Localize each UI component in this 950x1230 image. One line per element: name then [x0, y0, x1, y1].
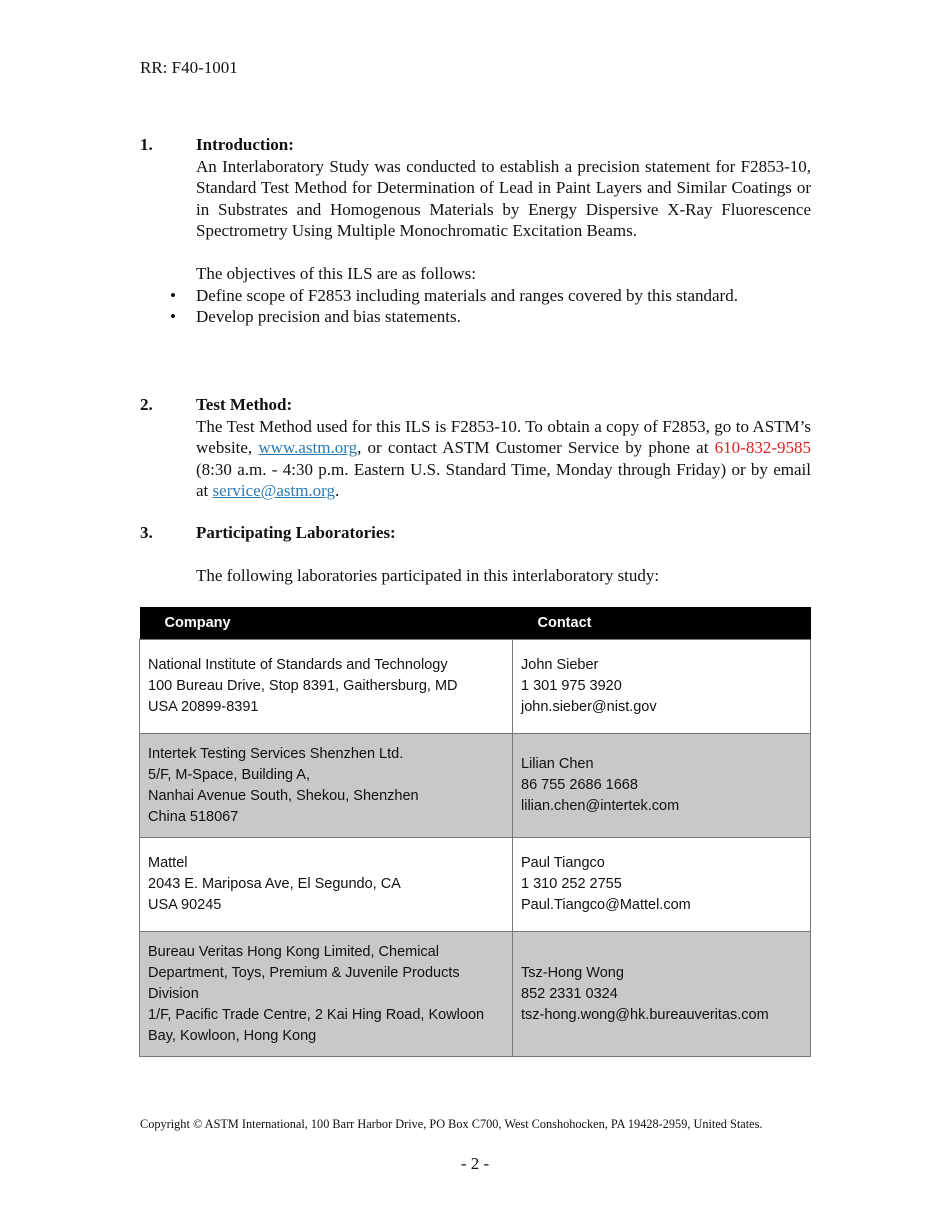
contact-cell [513, 640, 811, 734]
section-title: Introduction: [196, 135, 294, 154]
company-line: Nanhai Avenue South, Shekou, Shenzhen [148, 787, 419, 804]
website-link[interactable]: www.astm.org [258, 438, 358, 457]
company-line: Division [148, 985, 199, 1002]
company-line: Bureau Veritas Hong Kong Limited, Chemical [148, 943, 439, 960]
table-row [140, 838, 811, 932]
company-line: 2043 E. Mariposa Ave, El Segundo, CA [148, 876, 401, 892]
company-line: National Institute of Standards and Technology [148, 657, 448, 673]
document-id: RR: F40-1001 [140, 58, 238, 77]
company-line: 100 Bureau Drive, Stop 8391, Gaithersburg, MD [148, 678, 458, 694]
text-segment: . [335, 481, 340, 500]
laboratories-table [139, 607, 811, 1057]
section-number: 2. [140, 395, 153, 414]
copyright-notice: Copyright © ASTM International, 100 Barr Harbor Drive, PO Box C700, West Conshohocken, PA 19428-2959, United States. [140, 1117, 763, 1131]
company-line: USA 20899-8391 [148, 699, 259, 715]
page-number: - 2 - [460, 1154, 490, 1173]
contact-name: Lilian Chen [521, 756, 594, 772]
contact-name: John Sieber [521, 657, 599, 673]
contact-cell [513, 838, 811, 932]
contact-phone: 1 310 252 2755 [521, 876, 622, 892]
contact-email: lilian.chen@intertek.com [521, 798, 680, 814]
section-title: Test Method: [196, 395, 293, 414]
labs-intro: The following laboratories participated in this interlaboratory study: [196, 566, 660, 585]
table-row [140, 640, 811, 734]
company-line: 1/F, Pacific Trade Centre, 2 Kai Hing Road, Kowloon [148, 1006, 485, 1023]
company-line: Mattel [148, 855, 188, 871]
contact-phone: 86 755 2686 1668 [521, 777, 638, 793]
objectives-intro: The objectives of this ILS are as follows: [196, 264, 476, 283]
company-line: Department, Toys, Premium & Juvenile Products [148, 964, 460, 981]
contact-name: Paul Tiangco [521, 855, 605, 871]
contact-phone: 852 2331 0324 [521, 985, 618, 1002]
objective-text: Define scope of F2853 including materials and ranges covered by this standard. [196, 285, 738, 305]
bullet-icon: • [170, 285, 176, 305]
table-header-row [140, 607, 811, 640]
list-item [140, 285, 811, 307]
company-cell [140, 932, 513, 1057]
bullet-icon: • [170, 307, 176, 326]
table-row [140, 734, 811, 838]
contact-email: Paul.Tiangco@Mattel.com [521, 897, 691, 913]
company-line: Intertek Testing Services Shenzhen Ltd. [148, 745, 404, 762]
section-number: 1. [140, 135, 153, 154]
company-line: USA 90245 [148, 897, 222, 913]
test-method-paragraph [196, 416, 811, 502]
section-title: Participating Laboratories: [196, 523, 396, 542]
objective-text: Develop precision and bias statements. [196, 307, 461, 326]
contact-cell [513, 734, 811, 838]
column-header-company: Company [140, 607, 513, 640]
section-number: 3. [140, 523, 153, 542]
section-test-method [140, 394, 811, 502]
company-cell [140, 838, 513, 932]
phone-number: 610-832-9585 [714, 438, 811, 457]
contact-cell [513, 932, 811, 1057]
company-line: China 518067 [148, 808, 239, 825]
contact-email: tsz-hong.wong@hk.bureauveritas.com [521, 1006, 769, 1023]
company-line: Bay, Kowloon, Hong Kong [148, 1027, 317, 1044]
company-line: 5/F, M-Space, Building A, [148, 766, 310, 783]
column-header-contact: Contact [513, 607, 811, 640]
contact-phone: 1 301 975 3920 [521, 678, 622, 694]
contact-name: Tsz-Hong Wong [521, 964, 624, 981]
text-segment: The Test Method used for this ILS is F2853-10. To obtain a copy of F2853, go to ASTM’s website, [196, 416, 811, 457]
company-cell [140, 734, 513, 838]
contact-email: john.sieber@nist.gov [521, 699, 657, 715]
section-introduction [140, 134, 811, 328]
intro-paragraph: An Interlaboratory Study was conducted to establish a precision statement for F2853-10, Standard Test Method for Determination of Lead in Paint Layers and Similar Coatings or in Substrates and Homogenous Materials by Energy Dispersive X-Ray Fluorescence Spectrometry Using Multiple Monochromatic Excitation Beams. [196, 156, 811, 240]
objectives-list [140, 285, 811, 328]
text-segment: , or contact ASTM Customer Service by phone at [357, 438, 715, 457]
text-segment: (8:30 a.m. - 4:30 p.m. Eastern U.S. Standard Time, Monday through Friday) or by email at [196, 459, 811, 500]
table-row [140, 932, 811, 1057]
section-participating-labs [140, 522, 811, 587]
list-item [140, 306, 811, 328]
email-link[interactable]: service@astm.org [212, 481, 336, 500]
company-cell [140, 640, 513, 734]
